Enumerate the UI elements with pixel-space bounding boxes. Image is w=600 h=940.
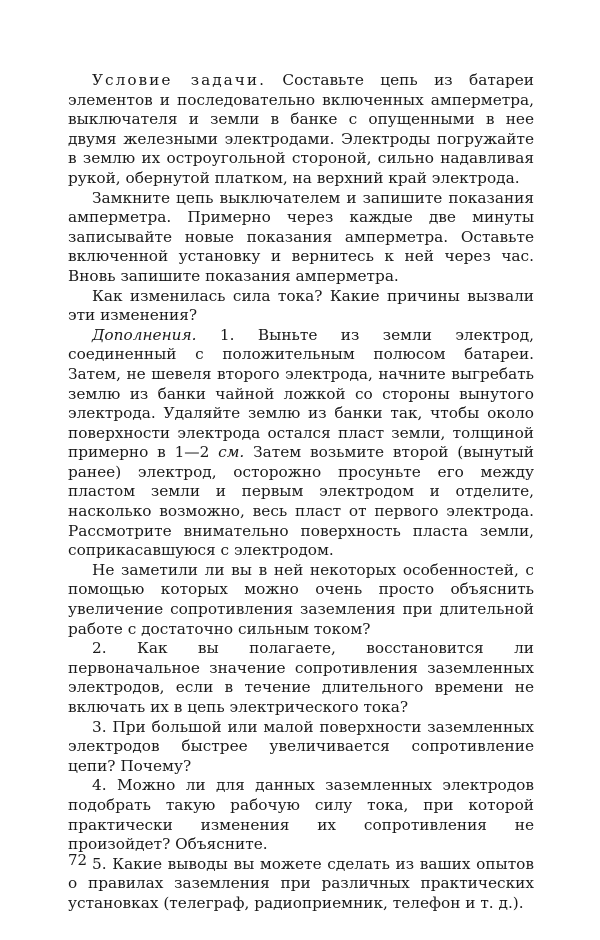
heading-task-condition: Условие задачи. bbox=[92, 71, 266, 89]
unit-cm: см. bbox=[218, 443, 245, 462]
paragraph-additions-text-2: Затем возьмите второй (вынутый ранее) электрод, осторожно просуньте его между пластом земли и первым электродом и отделите, насколько возможно, весь пласт от первого электрода. Рассмотрите внимательно поверхность пласта земли, соприкасавшуюся с электродом. bbox=[68, 443, 534, 560]
paragraph-task-condition bbox=[68, 71, 534, 189]
paragraph-question-5: 5. Какие выводы вы можете сделать из ваших опытов о правилах заземления при различных практических установках (телеграф, радиоприемник, телефон и т. д.). bbox=[68, 854, 534, 912]
paragraph-additions-text-1: 1. Выньте из земли электрод, соединенный с положительным полюсом батареи. Затем, не шевеля второго электрода, начните выгребать землю из банки чайной ложкой со стороны вынутого электрода. Удаляйте землю из банки так, чтобы около поверхности электрода остался пласт земли, толщиной примерно в 1—2 bbox=[68, 325, 534, 462]
paragraph-question-4: 4. Можно ли для данных заземленных электродов подобрать такую рабочую силу тока, при которой практически изменения их сопротивления не произойдет? Объясните. bbox=[68, 776, 534, 854]
body-text bbox=[68, 71, 534, 914]
paragraph-close-circuit: Замкните цепь выключателем и запишите показания амперметра. Примерно через каждые две минуты записывайте новые показания амперметра. Оставьте включенной установку и вернитесь к ней через час. Вновь запишите показания амперметра. bbox=[68, 188, 534, 285]
paragraph-additions bbox=[68, 326, 534, 561]
paragraph-question-current: Как изменилась сила тока? Какие причины вызвали эти изменения? bbox=[68, 286, 534, 325]
paragraph-question-3: 3. При большой или малой поверхности заземленных электродов быстрее увеличивается сопротивление цепи? Почему? bbox=[68, 717, 534, 775]
paragraph-question-features: Не заметили ли вы в ней некоторых особенностей, с помощью которых можно очень просто объяснить увеличение сопротивления заземления при длительной работе с достаточно сильным током? bbox=[68, 560, 534, 638]
paragraph-task-condition-text: Составьте цепь из батареи элементов и последовательно включенных амперметра, выключателя и земли в банке с опущенными в нее двумя железными электродами. Электроды погружайте в землю их остроугольной стороной, сильно надавливая рукой, обернутой платком, на верхний край электрода. bbox=[68, 71, 534, 187]
page-number: 72 bbox=[68, 851, 88, 869]
paragraph-question-2: 2. Как вы полагаете, восстановится ли первоначальное значение сопротивления заземленных электродов, если в течение длительного времени не включать их в цепь электрического тока? bbox=[68, 639, 534, 716]
heading-additions: Дополнения. bbox=[92, 325, 197, 344]
